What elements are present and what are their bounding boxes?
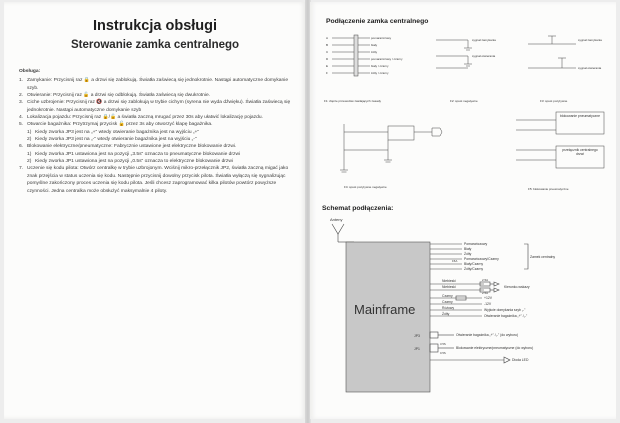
light-wire-label: Niebieski — [442, 285, 456, 289]
diagram-caption: F2: spust negatywne — [450, 99, 478, 103]
instruction-item: 6. Blokowanie elektryczne/pneumatyczne: Fabrycznie ustawione jest elektryczne blokowanie drzwi. — [19, 144, 237, 150]
fuse-label: 15A — [452, 259, 458, 263]
wire-label: żółty — [371, 50, 378, 54]
power-wire-label: Czarny — [442, 300, 453, 304]
instructions-body — [19, 68, 297, 195]
signal-label: sygnał zamykania — [472, 38, 496, 42]
signal-label: sygnał otwierania — [578, 66, 602, 70]
pin-label: D — [326, 57, 329, 61]
amp-label: 2.5A — [482, 291, 489, 295]
instruction-item: 5. Otwarcie bagażnika: Przytrzymaj przycisk 🔓 przez 3s aby otworzyć klapę bagażnika. — [19, 122, 213, 128]
wire-label: pomarańczowy / czarny — [371, 57, 403, 61]
group-label: Zamek centralny — [530, 255, 556, 259]
instruction-item: 2. Otwieranie: Przycisnij raz 🔓 a drzwi się odblokują. Światła zaświecą się dwukrotnie. — [19, 93, 211, 99]
signal-label: sygnał otwierania — [472, 54, 496, 58]
f2-negative-diagram — [428, 30, 518, 110]
wire-label: Żółty/Czarny — [464, 267, 484, 271]
power-wire-label: Żółty — [442, 312, 450, 316]
jumper-label: JP1 — [414, 347, 420, 351]
power-wire-label: Czarny — [442, 294, 453, 298]
wire-label: pomarańczowy — [371, 36, 392, 40]
signal-label: sygnał zamykania — [578, 38, 602, 42]
instruction-subitem: 2) Kiedy zworka JP1 ustawiona jest na pozycji „0.5s" oznacza to elektryczne blokowanie drzwi — [27, 159, 233, 165]
pin-label: A — [326, 36, 329, 40]
power-out-label: Wyjście domykania szyb „-" — [484, 308, 526, 312]
jumper-value: 0.5S — [440, 351, 446, 355]
instruction-item: 4. Lokalizacja pojazdu: Przycisnij raz 🔒/🔓 a światła zaczną mrugać przez 30s aby ułatwić lokalizację pojazdu. — [19, 115, 263, 121]
f3-positive-diagram — [522, 30, 612, 110]
wiring-schema-diagram — [324, 214, 614, 414]
diagram-caption: F1: złącze przewodów zasilających zasady — [324, 99, 382, 103]
lights-label: Kierunko-wskazy — [504, 285, 530, 289]
instruction-subitem: 1) Kiedy zworka JP1 ustawiona jest na pozycji „3.5s" oznacza to pneumatyczne blokowanie drzwi — [27, 151, 241, 157]
instruction-item: 7. Uczenie się kodu pilota: Otwórz centralkę w trybie uzbrojonym. Wciśnij mikro-przełącznik JP2, światła zaczną migać jako znak przejścia w status uczenia się kodu. Następnie przycisnij dowolny przycisk pilota. Światła wyłączą się sygnalizując pomyślne zakończony proces uczenia się kodu pilota. Jeśli chcesz zaprogramować kilka pilotów powtórz powyższe czynności. Jedna centralka może obsłużyć maksymalnie 4 piloty. — [19, 166, 289, 194]
jumper-value: 3.5S — [440, 342, 446, 346]
wire-label: Pomarańczowy/Czarny — [464, 257, 499, 261]
f5-box1: blokowanie pneumatyczne — [560, 114, 600, 118]
jumper-label: JP3 — [414, 334, 420, 338]
wire-label: Biały — [464, 247, 472, 251]
jumper-desc: Blokowanie elektryczne/pneumatyczne (do wyboru) — [456, 346, 534, 350]
f5-pneumatic-diagram — [506, 106, 616, 198]
power-out-label: Otwieranie bagażnika „+" /„-" — [484, 314, 528, 318]
pin-label: B — [326, 43, 329, 47]
light-wire-label: Niebieski — [442, 279, 456, 283]
wire-label: Żółty — [464, 252, 472, 256]
wire-label: biały / czarny — [371, 64, 389, 68]
section-title-connection: Podłączenie zamka centralnego — [326, 18, 429, 25]
right-page — [310, 2, 616, 419]
f5-box2: przełącznik centralnego drzwi — [562, 148, 598, 156]
power-wire-label: Różowy — [442, 306, 455, 310]
diagram-caption: F3: spust pozytywne — [540, 99, 568, 103]
instruction-subitem: 2) Kiedy zworka JP3 jest na „-" wtedy otwieranie bagażnika jest na wyjściu „-" — [27, 137, 197, 143]
wire-label: Pomarańczowy — [464, 242, 488, 246]
page-title: Instrukcja obsługi — [92, 18, 218, 34]
wire-label: biały — [371, 43, 378, 47]
power-out-label: -12V — [484, 302, 492, 306]
wire-label: żółty / czarny — [371, 71, 389, 75]
mainframe-label: Mainframe — [354, 302, 416, 317]
pin-label: C — [326, 50, 329, 54]
f4-mixed-diagram — [332, 114, 462, 194]
instruction-subitem: 1) Kiedy zworka JP3 jest na „+" wtedy otwieranie bagażnika jest na wyjściu „+" — [27, 129, 200, 135]
amp-label: 2.5A — [482, 278, 489, 282]
diagram-caption: F5: blokowanie pneumatyczne — [528, 187, 569, 191]
power-out-label: +12V — [484, 296, 493, 300]
section-title-schema: Schemat podłączenia: — [322, 205, 394, 212]
section-lead: Obsługa: — [19, 69, 41, 74]
jumper-desc: Otwieranie bagażnika „+" /„-" (do wyboru) — [456, 333, 519, 337]
instruction-item: 1. Zamykanie: Przycisnij raz 🔒 a drzwi się zablokują. Światła zaświecą się jednokrotnie. Nastąpi automatyczne domykanie szyb. — [19, 78, 289, 91]
wire-label: Biały/Czarny — [464, 262, 484, 266]
page-subtitle: Sterowanie zamka centralnego — [70, 39, 240, 51]
antenna-label: Anteny — [330, 217, 343, 222]
pin-label: F — [326, 71, 328, 75]
diagram-caption: F4: spust pozytywne negatywne — [344, 185, 387, 189]
pin-label: E — [326, 64, 329, 68]
instruction-item: 3. Ciche uzbrojenie: Przycisnij raz 🔇 a drzwi się zablokują w trybie cichym (syrena nie wyda dźwięku). Światła zaświecą się jednokrotnie. Nastąpi automatyczne domykanie szyb — [19, 100, 291, 113]
f1-connector-diagram — [324, 30, 424, 110]
left-page — [4, 2, 306, 419]
led-label: Dioda LED — [512, 358, 529, 362]
